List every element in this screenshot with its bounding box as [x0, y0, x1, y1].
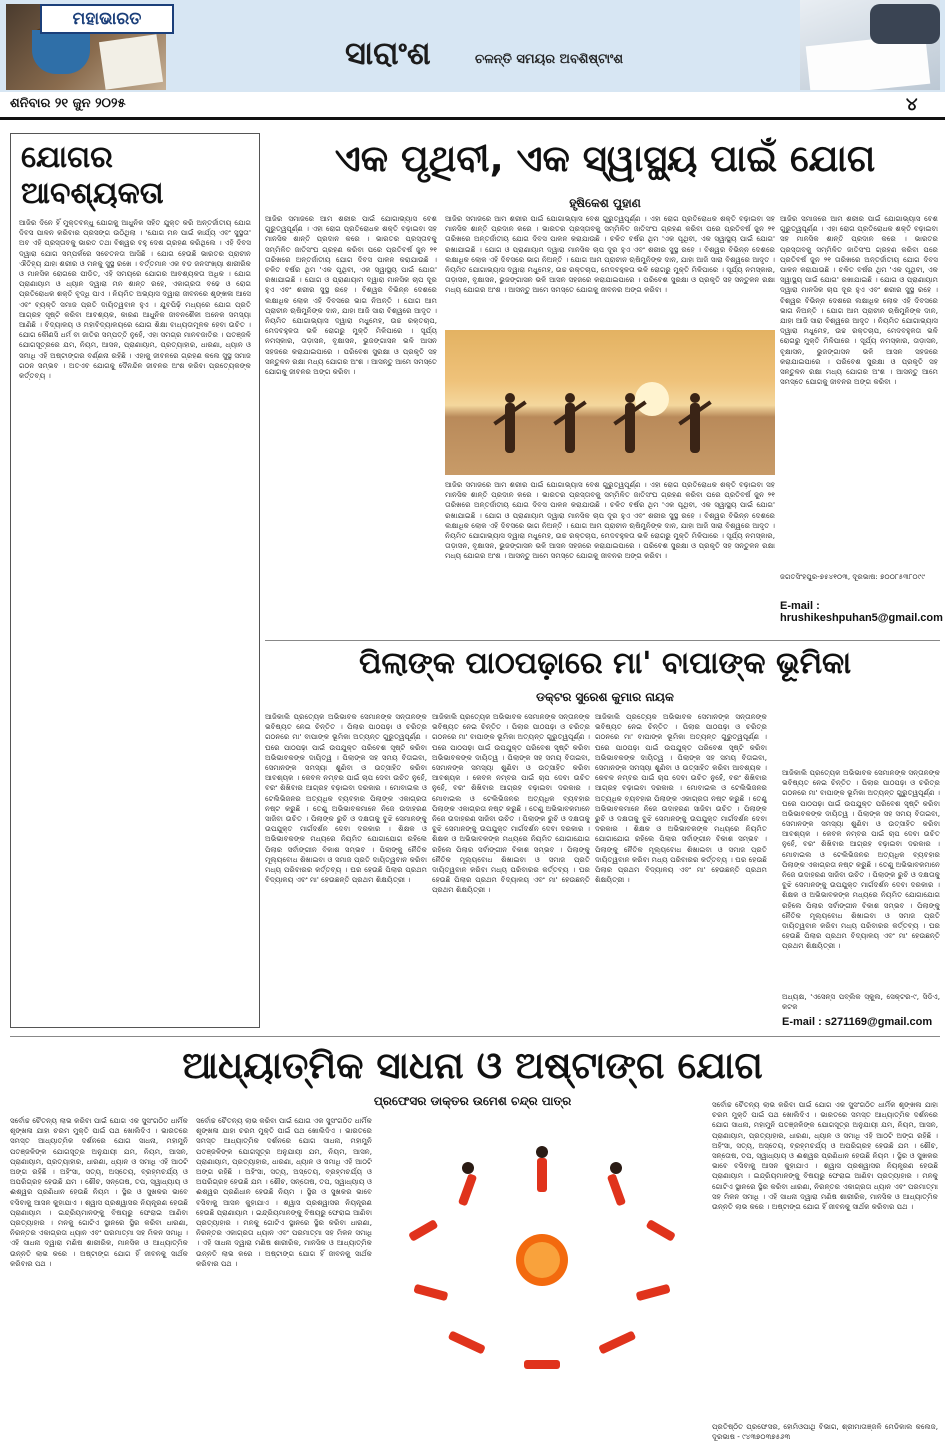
- article2-body: ଆଜିକାଲି ପ୍ରତ୍ୟେକ ଅଭିଭାବକ ସେମାନଙ୍କ ସନ୍ତାନଙ୍କ ଭବିଷ୍ୟତ ନେଇ ଚିନ୍ତିତ । ପିଲାର ପାଠପଢ଼ା ଓ ଚରିତ୍ର ଗଠନରେ ମା' ବାପାଙ୍କ ଭୂମିକା ଅତ୍ୟନ୍ତ ଗୁରୁତ୍ୱପୂର୍ଣ୍ଣ । ଘରେ ପାଠପଢ଼ା ପାଇଁ ଉପଯୁକ୍ତ ପରିବେଶ ସୃଷ୍ଟି କରିବା ଅଭିଭାବକଙ୍କ ଦାୟିତ୍ୱ । ପିଲାଙ୍କ ସହ ସମୟ ବିତାଇବା, ସେମାନଙ୍କ ସମସ୍ୟା ଶୁଣିବା ଓ ଉତ୍ସାହିତ କରିବା ଆବଶ୍ୟକ । କେବଳ ନମ୍ବର ପାଇଁ ଚାପ ଦେବା ଉଚିତ ନୁହେଁ, ବରଂ ଶିଖିବାର ଆଗ୍ରହ ବଢ଼ାଇବା ଦରକାର । ମୋବାଇଲ ଓ ଟେଲିଭିଜନର ଅତ୍ୟଧିକ ବ୍ୟବହାର ପିଲାଙ୍କ ଏକାଗ୍ରତା ନଷ୍ଟ କରୁଛି । ତେଣୁ ଅଭିଭାବକମାନେ ନିଜେ ଉଦାହରଣ ସାଜିବା ଉଚିତ । ପିଲାଙ୍କ ରୁଚି ଓ ଦକ୍ଷତାକୁ ବୁଝି ସେମାନଙ୍କୁ ଉପଯୁକ୍ତ ମାର୍ଗଦର୍ଶନ ଦେବା ଦରକାର । ଶିକ୍ଷକ ଓ ଅଭିଭାବକଙ୍କ ମଧ୍ୟରେ ନିୟମିତ ଯୋଗାଯୋଗ ରହିଲେ ପିଲାର ସର୍ବାଙ୍ଗୀନ ବିକାଶ ସମ୍ଭବ । ପିଲାଙ୍କୁ ନୈତିକ ମୂଲ୍ୟବୋଧ ଶିଖାଇବା ଓ ସମାଜ ପ୍ରତି ଦାୟିତ୍ୱବାନ କରିବା ମଧ୍ୟ ପରିବାରର କର୍ତ୍ତବ୍ୟ । ଘର ହେଉଛି ପିଲାର ପ୍ରଥମ ବିଦ୍ୟାଳୟ ଏବଂ ମା' ହେଉଛନ୍ତି ପ୍ରଥମ ଶିକ୍ଷୟିତ୍ରୀ ।: [265, 712, 427, 885]
- article1-column-3: [445, 480, 775, 640]
- article2-column-1: [265, 712, 427, 1032]
- editorial-box: [10, 133, 260, 1028]
- article2-headline: ପିଲାଙ୍କ ପାଠପଢ଼ାରେ ମା' ବାପାଙ୍କ ଭୂମିକା: [358, 646, 852, 681]
- article1-column-2: [445, 214, 775, 326]
- yoga-sunset-photo: [445, 330, 775, 475]
- page-number: ୪: [906, 94, 918, 115]
- sun-icon: [516, 1234, 568, 1286]
- article1-email: E-mail : hrushikeshpuhan5@gmail.com: [780, 600, 943, 624]
- article3-headline: ଆଧ୍ୟାତ୍ମିକ ସାଧନା ଓ ଅଷ୍ଟାଙ୍ଗ ଯୋଗ: [182, 1044, 763, 1087]
- sun-salutation-illustration: [378, 1138, 706, 1383]
- article2-body-cont: ଆଜିକାଲି ପ୍ରତ୍ୟେକ ଅଭିଭାବକ ସେମାନଙ୍କ ସନ୍ତାନଙ୍କ ଭବିଷ୍ୟତ ନେଇ ଚିନ୍ତିତ । ପିଲାର ପାଠପଢ଼ା ଓ ଚରିତ୍ର ଗଠନରେ ମା' ବାପାଙ୍କ ଭୂମିକା ଅତ୍ୟନ୍ତ ଗୁରୁତ୍ୱପୂର୍ଣ୍ଣ । ଘରେ ପାଠପଢ଼ା ପାଇଁ ଉପଯୁକ୍ତ ପରିବେଶ ସୃଷ୍ଟି କରିବା ଅଭିଭାବକଙ୍କ ଦାୟିତ୍ୱ । ପିଲାଙ୍କ ସହ ସମୟ ବିତାଇବା, ସେମାନଙ୍କ ସମସ୍ୟା ଶୁଣିବା ଓ ଉତ୍ସାହିତ କରିବା ଆବଶ୍ୟକ । କେବଳ ନମ୍ବର ପାଇଁ ଚାପ ଦେବା ଉଚିତ ନୁହେଁ, ବରଂ ଶିଖିବାର ଆଗ୍ରହ ବଢ଼ାଇବା ଦରକାର । ମୋବାଇଲ ଓ ଟେଲିଭିଜନର ଅତ୍ୟଧିକ ବ୍ୟବହାର ପିଲାଙ୍କ ଏକାଗ୍ରତା ନଷ୍ଟ କରୁଛି । ତେଣୁ ଅଭିଭାବକମାନେ ନିଜେ ଉଦାହରଣ ସାଜିବା ଉଚିତ । ପିଲାଙ୍କ ରୁଚି ଓ ଦକ୍ଷତାକୁ ବୁଝି ସେମାନଙ୍କୁ ଉପଯୁକ୍ତ ମାର୍ଗଦର୍ଶନ ଦେବା ଦରକାର । ଶିକ୍ଷକ ଓ ଅଭିଭାବକଙ୍କ ମଧ୍ୟରେ ନିୟମିତ ଯୋଗାଯୋଗ ରହିଲେ ପିଲାର ସର୍ବାଙ୍ଗୀନ ବିକାଶ ସମ୍ଭବ । ପିଲାଙ୍କୁ ନୈତିକ ମୂଲ୍ୟବୋଧ ଶିଖାଇବା ଓ ସମାଜ ପ୍ରତି ଦାୟିତ୍ୱବାନ କରିବା ମଧ୍ୟ ପରିବାରର କର୍ତ୍ତବ୍ୟ । ଘର ହେଉଛି ପିଲାର ପ୍ରଥମ ବିଦ୍ୟାଳୟ ଏବଂ ମା' ହେଉଛନ୍ତି ପ୍ରଥମ ଶିକ୍ଷୟିତ୍ରୀ ।: [432, 712, 590, 895]
- article2-column-2: [432, 712, 590, 1032]
- article2-email: E-mail : s271169@gmail.com: [782, 1016, 933, 1028]
- article3-column-3: [712, 1100, 938, 1420]
- article1-column-4: [780, 214, 938, 594]
- article2-byline: ଡକ୍ଟର ସୁରେଶ କୁମାର ନାୟକ: [536, 690, 674, 704]
- section-subtitle: ଚଳନ୍ତି ସମୟର ଅବଶିଷ୍ଟାଂଶ: [475, 52, 624, 67]
- editorial-body: ଆଜିର ଦିନେ ହିଁ ମୁକ୍ତବନ୍ଧୁ ଯୋଗକୁ ଆଧୁନିକ ସହିତ ଯୁକ୍ତ କରି ଅନ୍ତର୍ଜାତୀୟ ଯୋଗ ଦିବସ ପାଳନ କରିବାର ପ୍ରସଙ୍ଗ ଉଠିଥିଲା । 'ଯୋଗ ମନ ପାଇଁ କାର୍ଯ୍ୟ ଏବଂ ସୁସ୍ଥତା' ଅବ ଏହି ପ୍ରସ୍ତାବକୁ ଭାରତ ତଥା ବିଶ୍ୱର ବହୁ ଦେଶ ଗ୍ରହଣ କରିଥିଲେ । ଏହି ଦିବସ ଦ୍ୱାରା ଯୋଗ ସମ୍ପର୍କରେ ସଚେତନତା ଆସିଛି । ଯୋଗ ହେଉଛି ଭାରତର ପ୍ରାଚୀନ ଐତିହ୍ୟ ଯାହା ଶରୀର ଓ ମନକୁ ସୁସ୍ଥ ରଖେ । ବର୍ତ୍ତମାନ ଏକ ବଡ ଜନସଂଖ୍ୟା ଶାରୀରିକ ଓ ମାନସିକ ରୋଗରେ ପୀଡିତ, ଏହି ସମୟରେ ଯୋଗର ଆବଶ୍ୟକତା ଅଧିକ । ଯୋଗ ପ୍ରାଣାୟାମ ଓ ଧ୍ୟାନ ଦ୍ୱାରା ମନ ଶାନ୍ତ ରହେ, ଏକାଗ୍ରତା ବଢେ ଓ ରୋଗ ପ୍ରତିରୋଧକ ଶକ୍ତି ବୃଦ୍ଧି ପାଏ । ନିୟମିତ ଅଭ୍ୟାସ ଦ୍ୱାରା ଜୀବନରେ ଶୃଙ୍ଖଳା ଆସେ ଏବଂ ବ୍ୟକ୍ତି ସମାଜ ପ୍ରତି ଦାୟିତ୍ୱବାନ ହୁଏ । ଯୁବପିଢ଼ି ମଧ୍ୟରେ ଯୋଗ ପ୍ରତି ଆଗ୍ରହ ସୃଷ୍ଟି କରିବା ଆବଶ୍ୟକ, କାରଣ ଆଧୁନିକ ଜୀବନଶୈଳୀ ଅନେକ ସମସ୍ୟା ଆଣିଛି । ବିଦ୍ୟାଳୟ ଓ ମହାବିଦ୍ୟାଳୟରେ ଯୋଗ ଶିକ୍ଷା ବାଧ୍ୟତାମୂଳକ ହେବା ଉଚିତ । ଯୋଗ କୌଣସି ଧର୍ମ ବା ଜାତିର ସମ୍ପତ୍ତି ନୁହେଁ, ଏହା ସମଗ୍ର ମାନବଜାତିର । ପତଞ୍ଜଳି ଯୋଗସୂତ୍ରରେ ଯମ, ନିୟମ, ଆସନ, ପ୍ରାଣାୟାମ, ପ୍ରତ୍ୟାହାର, ଧାରଣା, ଧ୍ୟାନ ଓ ସମାଧି ଏହି ଅଷ୍ଟାଙ୍ଗର ବର୍ଣ୍ଣନା ରହିଛି । ଏହାକୁ ଜୀବନରେ ଗ୍ରହଣ କଲେ ସୁସ୍ଥ ସମାଜ ଗଠନ ସମ୍ଭବ । ଅତଏବ ଯୋଗକୁ ଦୈନନ୍ଦିନ ଜୀବନର ଅଂଶ କରିବା ପ୍ରତ୍ୟେକଙ୍କ କର୍ତ୍ତବ୍ୟ ।: [19, 218, 251, 381]
- article1-column-1: [265, 214, 437, 639]
- article3-column-1: [10, 1116, 188, 1446]
- article3-column-2: [196, 1116, 372, 1446]
- issue-date: ଶନିବାର ୨୧ ଜୁନ ୨୦୨୫: [10, 96, 126, 111]
- writing-hand-image: [800, 0, 940, 90]
- section-title: ସାରାଂଶ: [345, 34, 431, 72]
- article2-column-4: [782, 768, 940, 990]
- article2-column-3: [595, 712, 767, 1032]
- article1-body: ଆଜିର ସମାଜରେ ଆମ ଶରୀର ପାଇଁ ଯୋଗାଭ୍ୟାସ ବେଶ ଗୁରୁତ୍ୱପୂର୍ଣ୍ଣ । ଏହା ରୋଗ ପ୍ରତିରୋଧକ ଶକ୍ତି ବଢ଼ାଇବା ସହ ମାନସିକ ଶାନ୍ତି ପ୍ରଦାନ କରେ । ଭାରତର ପ୍ରସ୍ତାବକୁ ସମ୍ମିଳିତ ଜାତିସଂଘ ଗ୍ରହଣ କରିବା ପରେ ପ୍ରତିବର୍ଷ ଜୁନ ୨୧ ତାରିଖରେ ଅନ୍ତର୍ଜାତୀୟ ଯୋଗ ଦିବସ ପାଳନ କରାଯାଉଛି । ଚଳିତ ବର୍ଷର ଥିମ 'ଏକ ପୃଥିବୀ, ଏକ ସ୍ୱାସ୍ଥ୍ୟ ପାଇଁ ଯୋଗ' ରଖାଯାଇଛି । ଯୋଗ ଓ ପ୍ରାଣାୟାମ ଦ୍ୱାରା ମାନସିକ ଚାପ ଦୂର ହୁଏ ଏବଂ ଶରୀର ସୁସ୍ଥ ରହେ । ବିଶ୍ୱର ବିଭିନ୍ନ ଦେଶରେ ଲକ୍ଷାଧିକ ଲୋକ ଏହି ଦିବସରେ ଭାଗ ନିଅନ୍ତି । ଯୋଗ ଆମ ପ୍ରାଚୀନ ଋଷିମୁନିଙ୍କ ଦାନ, ଯାହା ଆଜି ସାରା ବିଶ୍ୱରେ ଆଦୃତ । ନିୟମିତ ଯୋଗାଭ୍ୟାସ ଦ୍ୱାରା ମଧୁମେହ, ଉଚ୍ଚ ରକ୍ତଚାପ, ମେଦବହୁଳତା ଭଳି ରୋଗରୁ ମୁକ୍ତି ମିଳିପାରେ । ସୂର୍ଯ୍ୟ ନମସ୍କାର, ତାଡ଼ାସନ, ବୃକ୍ଷାସନ, ଭୁଜଙ୍ଗାସନ ଭଳି ଆସନ ସହଜରେ କରାଯାଇପାରେ । ପରିବେଶ ସୁରକ୍ଷା ଓ ପ୍ରକୃତି ସହ ସନ୍ତୁଳନ ରକ୍ଷା ମଧ୍ୟ ଯୋଗର ଅଂଶ । ଆସନ୍ତୁ ଆମେ ସମସ୍ତେ ଯୋଗକୁ ଜୀବନର ଅଙ୍ଗ କରିବା ।: [265, 214, 437, 377]
- editorial-title: ଯୋଗର ଆବଶ୍ୟକତା: [21, 140, 164, 211]
- article3-body: ସର୍ବୋଚ୍ଚ ଚୈତନ୍ୟ ଲାଭ କରିବା ପାଇଁ ଯୋଗ ଏକ ସୁସଂଗଠିତ ଧାର୍ମିକ ଶୃଙ୍ଖଳା ଯାହା ଚରମ ମୁକ୍ତି ପାଇଁ ପଥ ଖୋଲିଦିଏ । ଭାରତରେ ସମସ୍ତ ଆଧ୍ୟାତ୍ମିକ ଦର୍ଶନରେ ଯୋଗ ସାଧନା, ମହାମୁନି ପତଞ୍ଜଳିଙ୍କ ଯୋଗସୂତ୍ର ଅନୁଯାୟୀ ଯମ, ନିୟମ, ଆସନ, ପ୍ରାଣାୟାମ, ପ୍ରତ୍ୟାହାର, ଧାରଣା, ଧ୍ୟାନ ଓ ସମାଧି ଏହି ଆଠଟି ଅଙ୍ଗ ରହିଛି । ଅହିଂସା, ସତ୍ୟ, ଅସ୍ତେୟ, ବ୍ରହ୍ମଚର୍ଯ୍ୟ ଓ ଅପରିଗ୍ରହ ହେଉଛି ଯମ । ଶୌଚ, ସନ୍ତୋଷ, ତପ, ସ୍ୱାଧ୍ୟାୟ ଓ ଈଶ୍ୱର ପ୍ରଣିଧାନ ହେଉଛି ନିୟମ । ସ୍ଥିର ଓ ସୁଖକର ଭାବେ ବସିବାକୁ ଆସନ କୁହାଯାଏ । ଶ୍ୱାସ ପ୍ରଶ୍ୱାସର ନିୟନ୍ତ୍ରଣ ହେଉଛି ପ୍ରାଣାୟାମ । ଇନ୍ଦ୍ରିୟମାନଙ୍କୁ ବିଷୟରୁ ଫେରାଇ ଆଣିବା ପ୍ରତ୍ୟାହାର । ମନକୁ ଗୋଟିଏ ସ୍ଥାନରେ ସ୍ଥିର କରିବା ଧାରଣା, ନିରନ୍ତର ଏକାଗ୍ରତା ଧ୍ୟାନ ଏବଂ ପରମାତ୍ମା ସହ ମିଳନ ସମାଧି । ଏହି ସାଧନା ଦ୍ୱାରା ମଣିଷ ଶାରୀରିକ, ମାନସିକ ଓ ଆଧ୍ୟାତ୍ମିକ ଉନ୍ନତି ଲାଭ କରେ । ଅଷ୍ଟାଙ୍ଗ ଯୋଗ ହିଁ ଜୀବନକୁ ସାର୍ଥକ କରିବାର ପଥ ।: [10, 1116, 188, 1268]
- article-divider-2: [10, 1036, 940, 1037]
- header-rule: [0, 117, 945, 120]
- article1-body-right: ଆଜିର ସମାଜରେ ଆମ ଶରୀର ପାଇଁ ଯୋଗାଭ୍ୟାସ ବେଶ ଗୁରୁତ୍ୱପୂର୍ଣ୍ଣ । ଏହା ରୋଗ ପ୍ରତିରୋଧକ ଶକ୍ତି ବଢ଼ାଇବା ସହ ମାନସିକ ଶାନ୍ତି ପ୍ରଦାନ କରେ । ଭାରତର ପ୍ରସ୍ତାବକୁ ସମ୍ମିଳିତ ଜାତିସଂଘ ଗ୍ରହଣ କରିବା ପରେ ପ୍ରତିବର୍ଷ ଜୁନ ୨୧ ତାରିଖରେ ଅନ୍ତର୍ଜାତୀୟ ଯୋଗ ଦିବସ ପାଳନ କରାଯାଉଛି । ଚଳିତ ବର୍ଷର ଥିମ 'ଏକ ପୃଥିବୀ, ଏକ ସ୍ୱାସ୍ଥ୍ୟ ପାଇଁ ଯୋଗ' ରଖାଯାଇଛି । ଯୋଗ ଓ ପ୍ରାଣାୟାମ ଦ୍ୱାରା ମାନସିକ ଚାପ ଦୂର ହୁଏ ଏବଂ ଶରୀର ସୁସ୍ଥ ରହେ । ବିଶ୍ୱର ବିଭିନ୍ନ ଦେଶରେ ଲକ୍ଷାଧିକ ଲୋକ ଏହି ଦିବସରେ ଭାଗ ନିଅନ୍ତି । ଯୋଗ ଆମ ପ୍ରାଚୀନ ଋଷିମୁନିଙ୍କ ଦାନ, ଯାହା ଆଜି ସାରା ବିଶ୍ୱରେ ଆଦୃତ । ନିୟମିତ ଯୋଗାଭ୍ୟାସ ଦ୍ୱାରା ମଧୁମେହ, ଉଚ୍ଚ ରକ୍ତଚାପ, ମେଦବହୁଳତା ଭଳି ରୋଗରୁ ମୁକ୍ତି ମିଳିପାରେ । ସୂର୍ଯ୍ୟ ନମସ୍କାର, ତାଡ଼ାସନ, ବୃକ୍ଷାସନ, ଭୁଜଙ୍ଗାସନ ଭଳି ଆସନ ସହଜରେ କରାଯାଇପାରେ । ପରିବେଶ ସୁରକ୍ଷା ଓ ପ୍ରକୃତି ସହ ସନ୍ତୁଳନ ରକ୍ଷା ମଧ୍ୟ ଯୋଗର ଅଂଶ । ଆସନ୍ତୁ ଆମେ ସମସ୍ତେ ଯୋଗକୁ ଜୀବନର ଅଙ୍ଗ କରିବା ।: [780, 214, 938, 387]
- article2-author-address: ଅଧ୍ୟକ୍ଷ, 'ଏସେନ୍ସ ପବ୍ଲିକ ସ୍କୁଲ, ସେକ୍ଟର-୯, ସିଡିଏ, କଟକ: [782, 992, 940, 1012]
- article2-body-right: ଆଜିକାଲି ପ୍ରତ୍ୟେକ ଅଭିଭାବକ ସେମାନଙ୍କ ସନ୍ତାନଙ୍କ ଭବିଷ୍ୟତ ନେଇ ଚିନ୍ତିତ । ପିଲାର ପାଠପଢ଼ା ଓ ଚରିତ୍ର ଗଠନରେ ମା' ବାପାଙ୍କ ଭୂମିକା ଅତ୍ୟନ୍ତ ଗୁରୁତ୍ୱପୂର୍ଣ୍ଣ । ଘରେ ପାଠପଢ଼ା ପାଇଁ ଉପଯୁକ୍ତ ପରିବେଶ ସୃଷ୍ଟି କରିବା ଅଭିଭାବକଙ୍କ ଦାୟିତ୍ୱ । ପିଲାଙ୍କ ସହ ସମୟ ବିତାଇବା, ସେମାନଙ୍କ ସମସ୍ୟା ଶୁଣିବା ଓ ଉତ୍ସାହିତ କରିବା ଆବଶ୍ୟକ । କେବଳ ନମ୍ବର ପାଇଁ ଚାପ ଦେବା ଉଚିତ ନୁହେଁ, ବରଂ ଶିଖିବାର ଆଗ୍ରହ ବଢ଼ାଇବା ଦରକାର । ମୋବାଇଲ ଓ ଟେଲିଭିଜନର ଅତ୍ୟଧିକ ବ୍ୟବହାର ପିଲାଙ୍କ ଏକାଗ୍ରତା ନଷ୍ଟ କରୁଛି । ତେଣୁ ଅଭିଭାବକମାନେ ନିଜେ ଉଦାହରଣ ସାଜିବା ଉଚିତ । ପିଲାଙ୍କ ରୁଚି ଓ ଦକ୍ଷତାକୁ ବୁଝି ସେମାନଙ୍କୁ ଉପଯୁକ୍ତ ମାର୍ଗଦର୍ଶନ ଦେବା ଦରକାର । ଶିକ୍ଷକ ଓ ଅଭିଭାବକଙ୍କ ମଧ୍ୟରେ ନିୟମିତ ଯୋଗାଯୋଗ ରହିଲେ ପିଲାର ସର୍ବାଙ୍ଗୀନ ବିକାଶ ସମ୍ଭବ । ପିଲାଙ୍କୁ ନୈତିକ ମୂଲ୍ୟବୋଧ ଶିଖାଇବା ଓ ସମାଜ ପ୍ରତି ଦାୟିତ୍ୱବାନ କରିବା ମଧ୍ୟ ପରିବାରର କର୍ତ୍ତବ୍ୟ । ଘର ହେଉଛି ପିଲାର ପ୍ରଥମ ବିଦ୍ୟାଳୟ ଏବଂ ମା' ହେଉଛନ୍ତି ପ୍ରଥମ ଶିକ୍ଷୟିତ୍ରୀ ।: [782, 768, 940, 951]
- article-divider: [265, 640, 940, 641]
- article1-body-lower: ଆଜିର ସମାଜରେ ଆମ ଶରୀର ପାଇଁ ଯୋଗାଭ୍ୟାସ ବେଶ ଗୁରୁତ୍ୱପୂର୍ଣ୍ଣ । ଏହା ରୋଗ ପ୍ରତିରୋଧକ ଶକ୍ତି ବଢ଼ାଇବା ସହ ମାନସିକ ଶାନ୍ତି ପ୍ରଦାନ କରେ । ଭାରତର ପ୍ରସ୍ତାବକୁ ସମ୍ମିଳିତ ଜାତିସଂଘ ଗ୍ରହଣ କରିବା ପରେ ପ୍ରତିବର୍ଷ ଜୁନ ୨୧ ତାରିଖରେ ଅନ୍ତର୍ଜାତୀୟ ଯୋଗ ଦିବସ ପାଳନ କରାଯାଉଛି । ଚଳିତ ବର୍ଷର ଥିମ 'ଏକ ପୃଥିବୀ, ଏକ ସ୍ୱାସ୍ଥ୍ୟ ପାଇଁ ଯୋଗ' ରଖାଯାଇଛି । ଯୋଗ ଓ ପ୍ରାଣାୟାମ ଦ୍ୱାରା ମାନସିକ ଚାପ ଦୂର ହୁଏ ଏବଂ ଶରୀର ସୁସ୍ଥ ରହେ । ବିଶ୍ୱର ବିଭିନ୍ନ ଦେଶରେ ଲକ୍ଷାଧିକ ଲୋକ ଏହି ଦିବସରେ ଭାଗ ନିଅନ୍ତି । ଯୋଗ ଆମ ପ୍ରାଚୀନ ଋଷିମୁନିଙ୍କ ଦାନ, ଯାହା ଆଜି ସାରା ବିଶ୍ୱରେ ଆଦୃତ । ନିୟମିତ ଯୋଗାଭ୍ୟାସ ଦ୍ୱାରା ମଧୁମେହ, ଉଚ୍ଚ ରକ୍ତଚାପ, ମେଦବହୁଳତା ଭଳି ରୋଗରୁ ମୁକ୍ତି ମିଳିପାରେ । ସୂର୍ଯ୍ୟ ନମସ୍କାର, ତାଡ଼ାସନ, ବୃକ୍ଷାସନ, ଭୁଜଙ୍ଗାସନ ଭଳି ଆସନ ସହଜରେ କରାଯାଇପାରେ । ପରିବେଶ ସୁରକ୍ଷା ଓ ପ୍ରକୃତି ସହ ସନ୍ତୁଳନ ରକ୍ଷା ମଧ୍ୟ ଯୋଗର ଅଂଶ । ଆସନ୍ତୁ ଆମେ ସମସ୍ତେ ଯୋଗକୁ ଜୀବନର ଅଙ୍ଗ କରିବା ।: [445, 480, 775, 561]
- article3-byline: ପ୍ରଫେସର ଡାକ୍ତର ଉମେଶ ଚନ୍ଦ୍ର ପାତ୍ର: [373, 1094, 572, 1108]
- article1-byline: ହୃଷିକେଶ ପୁହାଣ: [569, 196, 641, 210]
- article3-body-cont: ସର୍ବୋଚ୍ଚ ଚୈତନ୍ୟ ଲାଭ କରିବା ପାଇଁ ଯୋଗ ଏକ ସୁସଂଗଠିତ ଧାର୍ମିକ ଶୃଙ୍ଖଳା ଯାହା ଚରମ ମୁକ୍ତି ପାଇଁ ପଥ ଖୋଲିଦିଏ । ଭାରତରେ ସମସ୍ତ ଆଧ୍ୟାତ୍ମିକ ଦର୍ଶନରେ ଯୋଗ ସାଧନା, ମହାମୁନି ପତଞ୍ଜଳିଙ୍କ ଯୋଗସୂତ୍ର ଅନୁଯାୟୀ ଯମ, ନିୟମ, ଆସନ, ପ୍ରାଣାୟାମ, ପ୍ରତ୍ୟାହାର, ଧାରଣା, ଧ୍ୟାନ ଓ ସମାଧି ଏହି ଆଠଟି ଅଙ୍ଗ ରହିଛି । ଅହିଂସା, ସତ୍ୟ, ଅସ୍ତେୟ, ବ୍ରହ୍ମଚର୍ଯ୍ୟ ଓ ଅପରିଗ୍ରହ ହେଉଛି ଯମ । ଶୌଚ, ସନ୍ତୋଷ, ତପ, ସ୍ୱାଧ୍ୟାୟ ଓ ଈଶ୍ୱର ପ୍ରଣିଧାନ ହେଉଛି ନିୟମ । ସ୍ଥିର ଓ ସୁଖକର ଭାବେ ବସିବାକୁ ଆସନ କୁହାଯାଏ । ଶ୍ୱାସ ପ୍ରଶ୍ୱାସର ନିୟନ୍ତ୍ରଣ ହେଉଛି ପ୍ରାଣାୟାମ । ଇନ୍ଦ୍ରିୟମାନଙ୍କୁ ବିଷୟରୁ ଫେରାଇ ଆଣିବା ପ୍ରତ୍ୟାହାର । ମନକୁ ଗୋଟିଏ ସ୍ଥାନରେ ସ୍ଥିର କରିବା ଧାରଣା, ନିରନ୍ତର ଏକାଗ୍ରତା ଧ୍ୟାନ ଏବଂ ପରମାତ୍ମା ସହ ମିଳନ ସମାଧି । ଏହି ସାଧନା ଦ୍ୱାରା ମଣିଷ ଶାରୀରିକ, ମାନସିକ ଓ ଆଧ୍ୟାତ୍ମିକ ଉନ୍ନତି ଲାଭ କରେ । ଅଷ୍ଟାଙ୍ଗ ଯୋଗ ହିଁ ଜୀବନକୁ ସାର୍ଥକ କରିବାର ପଥ ।: [196, 1116, 372, 1268]
- newspaper-logo: ମହାଭାରତ: [40, 4, 174, 34]
- article3-body-right: ସର୍ବୋଚ୍ଚ ଚୈତନ୍ୟ ଲାଭ କରିବା ପାଇଁ ଯୋଗ ଏକ ସୁସଂଗଠିତ ଧାର୍ମିକ ଶୃଙ୍ଖଳା ଯାହା ଚରମ ମୁକ୍ତି ପାଇଁ ପଥ ଖୋଲିଦିଏ । ଭାରତରେ ସମସ୍ତ ଆଧ୍ୟାତ୍ମିକ ଦର୍ଶନରେ ଯୋଗ ସାଧନା, ମହାମୁନି ପତଞ୍ଜଳିଙ୍କ ଯୋଗସୂତ୍ର ଅନୁଯାୟୀ ଯମ, ନିୟମ, ଆସନ, ପ୍ରାଣାୟାମ, ପ୍ରତ୍ୟାହାର, ଧାରଣା, ଧ୍ୟାନ ଓ ସମାଧି ଏହି ଆଠଟି ଅଙ୍ଗ ରହିଛି । ଅହିଂସା, ସତ୍ୟ, ଅସ୍ତେୟ, ବ୍ରହ୍ମଚର୍ଯ୍ୟ ଓ ଅପରିଗ୍ରହ ହେଉଛି ଯମ । ଶୌଚ, ସନ୍ତୋଷ, ତପ, ସ୍ୱାଧ୍ୟାୟ ଓ ଈଶ୍ୱର ପ୍ରଣିଧାନ ହେଉଛି ନିୟମ । ସ୍ଥିର ଓ ସୁଖକର ଭାବେ ବସିବାକୁ ଆସନ କୁହାଯାଏ । ଶ୍ୱାସ ପ୍ରଶ୍ୱାସର ନିୟନ୍ତ୍ରଣ ହେଉଛି ପ୍ରାଣାୟାମ । ଇନ୍ଦ୍ରିୟମାନଙ୍କୁ ବିଷୟରୁ ଫେରାଇ ଆଣିବା ପ୍ରତ୍ୟାହାର । ମନକୁ ଗୋଟିଏ ସ୍ଥାନରେ ସ୍ଥିର କରିବା ଧାରଣା, ନିରନ୍ତର ଏକାଗ୍ରତା ଧ୍ୟାନ ଏବଂ ପରମାତ୍ମା ସହ ମିଳନ ସମାଧି । ଏହି ସାଧନା ଦ୍ୱାରା ମଣିଷ ଶାରୀରିକ, ମାନସିକ ଓ ଆଧ୍ୟାତ୍ମିକ ଉନ୍ନତି ଲାଭ କରେ । ଅଷ୍ଟାଙ୍ଗ ଯୋଗ ହିଁ ଜୀବନକୁ ସାର୍ଥକ କରିବାର ପଥ ।: [712, 1100, 938, 1212]
- article2-body-mid: ଆଜିକାଲି ପ୍ରତ୍ୟେକ ଅଭିଭାବକ ସେମାନଙ୍କ ସନ୍ତାନଙ୍କ ଭବିଷ୍ୟତ ନେଇ ଚିନ୍ତିତ । ପିଲାର ପାଠପଢ଼ା ଓ ଚରିତ୍ର ଗଠନରେ ମା' ବାପାଙ୍କ ଭୂମିକା ଅତ୍ୟନ୍ତ ଗୁରୁତ୍ୱପୂର୍ଣ୍ଣ । ଘରେ ପାଠପଢ଼ା ପାଇଁ ଉପଯୁକ୍ତ ପରିବେଶ ସୃଷ୍ଟି କରିବା ଅଭିଭାବକଙ୍କ ଦାୟିତ୍ୱ । ପିଲାଙ୍କ ସହ ସମୟ ବିତାଇବା, ସେମାନଙ୍କ ସମସ୍ୟା ଶୁଣିବା ଓ ଉତ୍ସାହିତ କରିବା ଆବଶ୍ୟକ । କେବଳ ନମ୍ବର ପାଇଁ ଚାପ ଦେବା ଉଚିତ ନୁହେଁ, ବରଂ ଶିଖିବାର ଆଗ୍ରହ ବଢ଼ାଇବା ଦରକାର । ମୋବାଇଲ ଓ ଟେଲିଭିଜନର ଅତ୍ୟଧିକ ବ୍ୟବହାର ପିଲାଙ୍କ ଏକାଗ୍ରତା ନଷ୍ଟ କରୁଛି । ତେଣୁ ଅଭିଭାବକମାନେ ନିଜେ ଉଦାହରଣ ସାଜିବା ଉଚିତ । ପିଲାଙ୍କ ରୁଚି ଓ ଦକ୍ଷତାକୁ ବୁଝି ସେମାନଙ୍କୁ ଉପଯୁକ୍ତ ମାର୍ଗଦର୍ଶନ ଦେବା ଦରକାର । ଶିକ୍ଷକ ଓ ଅଭିଭାବକଙ୍କ ମଧ୍ୟରେ ନିୟମିତ ଯୋଗାଯୋଗ ରହିଲେ ପିଲାର ସର୍ବାଙ୍ଗୀନ ବିକାଶ ସମ୍ଭବ । ପିଲାଙ୍କୁ ନୈତିକ ମୂଲ୍ୟବୋଧ ଶିଖାଇବା ଓ ସମାଜ ପ୍ରତି ଦାୟିତ୍ୱବାନ କରିବା ମଧ୍ୟ ପରିବାରର କର୍ତ୍ତବ୍ୟ । ଘର ହେଉଛି ପିଲାର ପ୍ରଥମ ବିଦ୍ୟାଳୟ ଏବଂ ମା' ହେଉଛନ୍ତି ପ୍ରଥମ ଶିକ୍ଷୟିତ୍ରୀ ।: [595, 712, 767, 885]
- article3-author-address: ପ୍ରତିଷ୍ଠିତ ପ୍ରଫେସର, ହୋମିଓପାଥି ବିଭାଗ, ଶ୍ରୀମାତାଞ୍ଜଳି ମେଡିକାଲ କଲେଜ, ଦୂରଭାଷ - ୯୪୩୭୦୩୭୫୬୩: [712, 1422, 938, 1442]
- article1-headline: ଏକ ପୃଥିବୀ, ଏକ ସ୍ୱାସ୍ଥ୍ୟ ପାଇଁ ଯୋଗ: [334, 137, 876, 180]
- article1-body-cont: ଆଜିର ସମାଜରେ ଆମ ଶରୀର ପାଇଁ ଯୋଗାଭ୍ୟାସ ବେଶ ଗୁରୁତ୍ୱପୂର୍ଣ୍ଣ । ଏହା ରୋଗ ପ୍ରତିରୋଧକ ଶକ୍ତି ବଢ଼ାଇବା ସହ ମାନସିକ ଶାନ୍ତି ପ୍ରଦାନ କରେ । ଭାରତର ପ୍ରସ୍ତାବକୁ ସମ୍ମିଳିତ ଜାତିସଂଘ ଗ୍ରହଣ କରିବା ପରେ ପ୍ରତିବର୍ଷ ଜୁନ ୨୧ ତାରିଖରେ ଅନ୍ତର୍ଜାତୀୟ ଯୋଗ ଦିବସ ପାଳନ କରାଯାଉଛି । ଚଳିତ ବର୍ଷର ଥିମ 'ଏକ ପୃଥିବୀ, ଏକ ସ୍ୱାସ୍ଥ୍ୟ ପାଇଁ ଯୋଗ' ରଖାଯାଇଛି । ଯୋଗ ଓ ପ୍ରାଣାୟାମ ଦ୍ୱାରା ମାନସିକ ଚାପ ଦୂର ହୁଏ ଏବଂ ଶରୀର ସୁସ୍ଥ ରହେ । ବିଶ୍ୱର ବିଭିନ୍ନ ଦେଶରେ ଲକ୍ଷାଧିକ ଲୋକ ଏହି ଦିବସରେ ଭାଗ ନିଅନ୍ତି । ଯୋଗ ଆମ ପ୍ରାଚୀନ ଋଷିମୁନିଙ୍କ ଦାନ, ଯାହା ଆଜି ସାରା ବିଶ୍ୱରେ ଆଦୃତ । ନିୟମିତ ଯୋଗାଭ୍ୟାସ ଦ୍ୱାରା ମଧୁମେହ, ଉଚ୍ଚ ରକ୍ତଚାପ, ମେଦବହୁଳତା ଭଳି ରୋଗରୁ ମୁକ୍ତି ମିଳିପାରେ । ସୂର୍ଯ୍ୟ ନମସ୍କାର, ତାଡ଼ାସନ, ବୃକ୍ଷାସନ, ଭୁଜଙ୍ଗାସନ ଭଳି ଆସନ ସହଜରେ କରାଯାଇପାରେ । ପରିବେଶ ସୁରକ୍ଷା ଓ ପ୍ରକୃତି ସହ ସନ୍ତୁଳନ ରକ୍ଷା ମଧ୍ୟ ଯୋଗର ଅଂଶ । ଆସନ୍ତୁ ଆମେ ସମସ୍ତେ ଯୋଗକୁ ଜୀବନର ଅଙ୍ଗ କରିବା ।: [445, 214, 775, 295]
- sun-salutation-svg: [378, 1138, 706, 1383]
- article1-author-address: ଜଗତସିଂହପୁର-୭୫୪୧୦୩, ଦୂରଭାଷ: ୭୦୦୮୫୩୮୦୯୯: [780, 572, 925, 581]
